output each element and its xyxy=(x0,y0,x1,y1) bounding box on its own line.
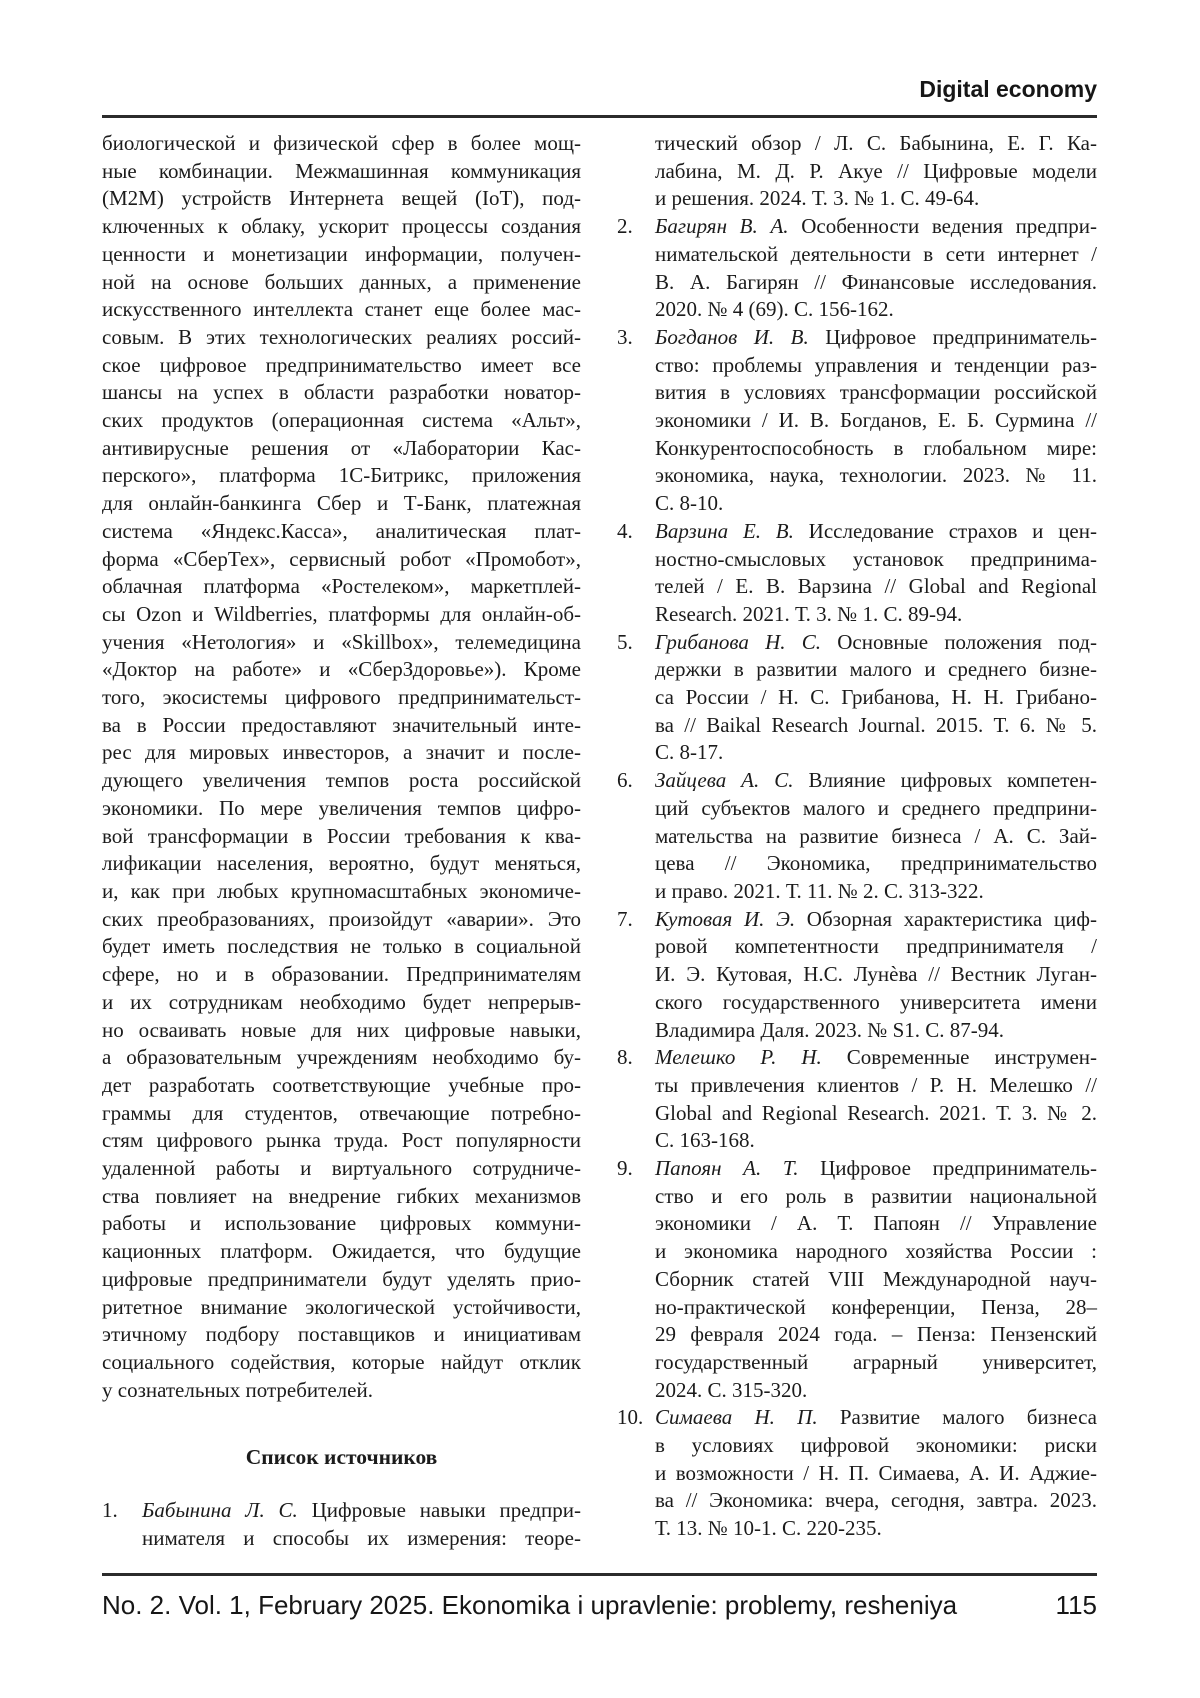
reference-item xyxy=(617,1155,1097,1404)
text-line: ций субъектов малого и среднего предприни- xyxy=(655,795,1097,820)
text-line: а образовательным учреждениям необходимо бу- xyxy=(102,1045,581,1070)
text-line: социального содействия, которые найдут отклик xyxy=(102,1349,581,1374)
text-line: сфере, но и в образовании. Предпринимателям xyxy=(102,962,581,987)
reference-text xyxy=(655,767,1097,906)
text-line: и право. 2021. Т. 11. № 2. С. 313-322. xyxy=(655,878,984,903)
text-line: Сборник статей VIII Международной науч- xyxy=(655,1266,1097,1291)
text-line: С. 163-168. xyxy=(655,1128,755,1153)
text-line: и их сотрудникам необходимо будет непрерыв- xyxy=(102,989,581,1014)
text-line: экономики. По мере увеличения темпов цифро- xyxy=(102,795,581,820)
text-line: ты привлечения клиентов / Р. Н. Мелешко // xyxy=(655,1072,1097,1097)
running-head: Digital economy xyxy=(919,76,1097,102)
text-line: экономики / А. Т. Папоян // Управление xyxy=(655,1211,1097,1236)
text-line: Багирян В. А. Особенности ведения предпри- xyxy=(655,214,1098,239)
reference-item xyxy=(617,518,1097,629)
text-line: форма «СберТех», сервисный робот «Промобот», xyxy=(102,546,581,571)
footer-rule xyxy=(102,1573,1097,1576)
text-line: тический обзор / Л. С. Бабынина, Е. Г. Ка- xyxy=(655,131,1097,155)
reference-number: 3. xyxy=(617,324,633,349)
body-paragraph xyxy=(102,130,581,1404)
text-line: государственный аграрный университет, xyxy=(655,1349,1097,1374)
reference-item xyxy=(102,1497,581,1552)
text-line: стям цифрового рынка труда. Рост популярности xyxy=(102,1128,581,1153)
text-line: (M2M) устройств Интернета вещей (IoT), под- xyxy=(102,186,581,211)
text-line: ва // Baikal Research Journal. 2015. Т. 6. № 5. xyxy=(655,712,1097,737)
text-line: ритетное внимание экологической устойчивости, xyxy=(102,1294,581,1319)
text-line: «Доктор на работе» и «СберЗдоровье»). Кроме xyxy=(102,657,581,682)
text-line: С. 8-17. xyxy=(655,740,724,765)
reference-item xyxy=(617,629,1097,768)
text-line: Грибанова Н. С. Основные положения под- xyxy=(655,629,1097,654)
text-line: С. 8-10. xyxy=(655,491,724,516)
text-line: Кутовая И. Э. Обзорная характеристика циф- xyxy=(655,906,1097,931)
text-line: кационных платформ. Ожидается, что будущие xyxy=(102,1239,581,1264)
reference-author: Грибанова Н. С. xyxy=(655,629,821,654)
text-line: ные комбинации. Межмашинная коммуникация xyxy=(102,158,581,183)
reference-author: Багирян В. А. xyxy=(655,214,789,239)
reference-text xyxy=(142,1497,581,1552)
text-line: ценности и монетизации информации, получен- xyxy=(102,241,581,266)
text-line: дующего увеличения темпов роста российской xyxy=(102,768,581,793)
text-line: нимателя и способы их измерения: теоре- xyxy=(142,1525,581,1550)
text-line: но осваивать новые для них цифровые навыки, xyxy=(102,1017,581,1042)
reference-number: 9. xyxy=(617,1156,633,1181)
reference-text xyxy=(655,213,1097,324)
reference-text xyxy=(655,906,1097,1045)
text-line: шансы на успех в области разработки новатор- xyxy=(102,380,581,405)
text-line: Папоян А. Т. Цифровое предприниматель- xyxy=(655,1156,1097,1181)
text-line: ство: проблемы управления и тенденции раз- xyxy=(655,352,1097,377)
reference-text xyxy=(655,518,1097,629)
reference-number: 8. xyxy=(617,1045,633,1070)
text-line: Зайцева А. С. Влияние цифровых компетен- xyxy=(655,768,1097,793)
footer-page-number: 115 xyxy=(1055,1590,1097,1620)
text-line: и экономика народного хозяйства России : xyxy=(655,1239,1097,1264)
text-line: перского», платформа 1С-Битрикс, приложения xyxy=(102,463,581,488)
column-left xyxy=(102,130,581,1552)
text-line: и возможности / Н. П. Симаева, А. И. Аджие- xyxy=(655,1460,1097,1485)
references-list-left xyxy=(102,1497,581,1552)
text-line: Варзина Е. В. Исследование страхов и цен- xyxy=(655,518,1097,543)
text-line: вой трансформации в России требования к ква- xyxy=(102,823,581,848)
text-line: Симаева Н. П. Развитие малого бизнеса xyxy=(655,1405,1097,1430)
reference-number: 5. xyxy=(617,629,633,654)
text-line: но-практической конференции, Пенза, 28– xyxy=(655,1294,1097,1319)
text-line: система «Яндекс.Касса», аналитическая плат- xyxy=(102,518,581,543)
text-line: антивирусные решения от «Лаборатории Кас- xyxy=(102,435,581,460)
text-line: ского государственного университета имени xyxy=(655,989,1097,1014)
text-line: ва // Экономика: вчера, сегодня, завтра. 2023. xyxy=(655,1488,1097,1513)
reference-number: 10. xyxy=(617,1405,644,1430)
text-line: Бабынина Л. С. Цифровые навыки предпри- xyxy=(142,1498,581,1523)
text-line: биологической и физической сфер в более мощ- xyxy=(102,131,581,155)
reference-author: Зайцева А. С. xyxy=(655,768,794,793)
text-line: искусственного интеллекта станет еще более мас- xyxy=(102,297,581,322)
text-line: цифровые предприниматели будут уделять прио- xyxy=(102,1266,581,1291)
two-column-body xyxy=(102,130,1097,1552)
text-line: облачная платформа «Ростелеком», маркетплей- xyxy=(102,574,581,599)
text-line: лабина, М. Д. Р. Акуе // Цифровые модели xyxy=(655,158,1097,183)
reference-text xyxy=(655,324,1097,518)
text-line: цева // Экономика, предпринимательство xyxy=(655,851,1097,876)
reference-author: Варзина Е. В. xyxy=(655,518,794,543)
text-line: рес для мировых инвесторов, а значит и после- xyxy=(102,740,581,765)
reference-number: 2. xyxy=(617,214,633,239)
reference-text xyxy=(655,1044,1097,1155)
text-line: держки в развитии малого и среднего бизне- xyxy=(655,657,1097,682)
text-line: совым. В этих технологических реалиях россий- xyxy=(102,324,581,349)
text-line: того, экосистемы цифрового предпринимательст- xyxy=(102,685,581,710)
text-line: сы Ozon и Wildberries, платформы для онлайн-об- xyxy=(102,601,581,626)
text-line: в условиях цифровой экономики: риски xyxy=(655,1433,1097,1458)
reference-item xyxy=(617,1044,1097,1155)
reference-number: 4. xyxy=(617,518,633,543)
reference-text xyxy=(655,130,1097,213)
column-right xyxy=(617,130,1097,1552)
reference-author: Мелешко Р. Н. xyxy=(655,1045,822,1070)
reference-author: Симаева Н. П. xyxy=(655,1405,818,1430)
text-line: и, как при любых крупномасштабных экономиче- xyxy=(102,878,581,903)
text-line: удаленной работы и виртуального сотрудниче- xyxy=(102,1156,581,1181)
reference-item xyxy=(617,130,1097,213)
text-line: 29 февраля 2024 года. – Пенза: Пензенский xyxy=(655,1322,1097,1347)
text-line: ских преобразованиях, произойдут «аварии». Это xyxy=(102,906,581,931)
text-line: экономики / И. В. Богданов, Е. Б. Сурмина // xyxy=(655,408,1097,433)
text-line: ключенных к облаку, ускорит процессы создания xyxy=(102,214,581,239)
reference-author: Бабынина Л. С. xyxy=(142,1498,298,1523)
text-line: ство и его роль в развитии национальной xyxy=(655,1183,1097,1208)
footer-journal-line: No. 2. Vol. 1, February 2025. Ekonomika i upravlenie: problemy, resheniya xyxy=(102,1590,958,1620)
text-line: Мелешко Р. Н. Современные инструмен- xyxy=(655,1045,1098,1070)
text-line: Global and Regional Research. 2021. Т. 3. № 2. xyxy=(655,1100,1097,1125)
text-line: экономика, наука, технологии. 2023. № 11. xyxy=(655,463,1097,488)
text-line: граммы для студентов, отвечающие потребно- xyxy=(102,1100,581,1125)
text-line: Владимира Даля. 2023. № S1. С. 87-94. xyxy=(655,1017,1005,1042)
reference-text xyxy=(655,1155,1097,1404)
reference-item xyxy=(617,213,1097,324)
text-line: ства повлияет на внедрение гибких механизмов xyxy=(102,1183,581,1208)
reference-author: Папоян А. Т. xyxy=(655,1156,799,1181)
text-line: И. Э. Кутовая, Н.С. Лунѐва // Вестник Луган- xyxy=(655,962,1097,987)
text-line: нимательской деятельности в сети интернет / xyxy=(655,241,1097,266)
text-line: будет иметь последствия не только в социальной xyxy=(102,934,581,959)
reference-text xyxy=(655,629,1097,768)
references-list-right xyxy=(617,130,1097,1543)
header-rule xyxy=(102,115,1097,118)
reference-author: Кутовая И. Э. xyxy=(655,906,796,931)
text-line: 2020. № 4 (69). С. 156-162. xyxy=(655,297,894,322)
reference-number: 7. xyxy=(617,906,633,931)
text-line: Богданов И. В. Цифровое предприниматель- xyxy=(655,324,1097,349)
text-line: у сознательных потребителей. xyxy=(102,1377,373,1402)
text-line: учения «Нетология» и «Skillbox», телемедицина xyxy=(102,629,581,654)
text-line: дет разработать соответствующие учебные про- xyxy=(102,1072,581,1097)
text-line: вития в условиях трансформации российской xyxy=(655,380,1097,405)
text-line: для онлайн-банкинга Сбер и Т-Банк, платежная xyxy=(102,491,581,516)
text-line: этичному подбору поставщиков и инициативам xyxy=(102,1322,581,1347)
text-line: Конкурентоспособность в глобальном мире: xyxy=(655,435,1097,460)
text-line: ной на основе больших данных, а применение xyxy=(102,269,581,294)
text-line: лификации населения, вероятно, будут меняться, xyxy=(102,851,581,876)
reference-number: 6. xyxy=(617,768,633,793)
text-line: Т. 13. № 10-1. С. 220-235. xyxy=(655,1516,882,1541)
reference-text xyxy=(655,1404,1097,1543)
page-footer xyxy=(102,1589,1097,1621)
reference-number xyxy=(617,130,655,213)
text-line: ностно-смысловых установок предпринима- xyxy=(655,546,1097,571)
text-line: ва в России предоставляют значительный инте- xyxy=(102,712,581,737)
text-line: ровой компетентности предпринимателя / xyxy=(655,934,1097,959)
reference-item xyxy=(617,906,1097,1045)
text-line: телей / Е. В. Варзина // Global and Regional xyxy=(655,574,1097,599)
text-line: са России / Н. С. Грибанова, Н. Н. Грибано- xyxy=(655,685,1097,710)
reference-item xyxy=(617,1404,1097,1543)
reference-author: Богданов И. В. xyxy=(655,324,809,349)
text-line: 2024. С. 315-320. xyxy=(655,1377,808,1402)
text-line: работы и использование цифровых коммуни- xyxy=(102,1211,581,1236)
reference-item xyxy=(617,324,1097,518)
text-line: Research. 2021. Т. 3. № 1. С. 89-94. xyxy=(655,601,963,626)
text-line: и решения. 2024. Т. 3. № 1. С. 49-64. xyxy=(655,186,980,211)
references-heading: Список источников xyxy=(245,1445,438,1470)
text-line: В. А. Багирян // Финансовые исследования. xyxy=(655,269,1097,294)
text-line: ских продуктов (операционная система «Альт», xyxy=(102,408,581,433)
reference-item xyxy=(617,767,1097,906)
text-line: ское цифровое предпринимательство имеет все xyxy=(102,352,581,377)
reference-number: 1. xyxy=(102,1498,118,1523)
text-line: мательства на развитие бизнеса / А. С. Зай- xyxy=(655,823,1097,848)
